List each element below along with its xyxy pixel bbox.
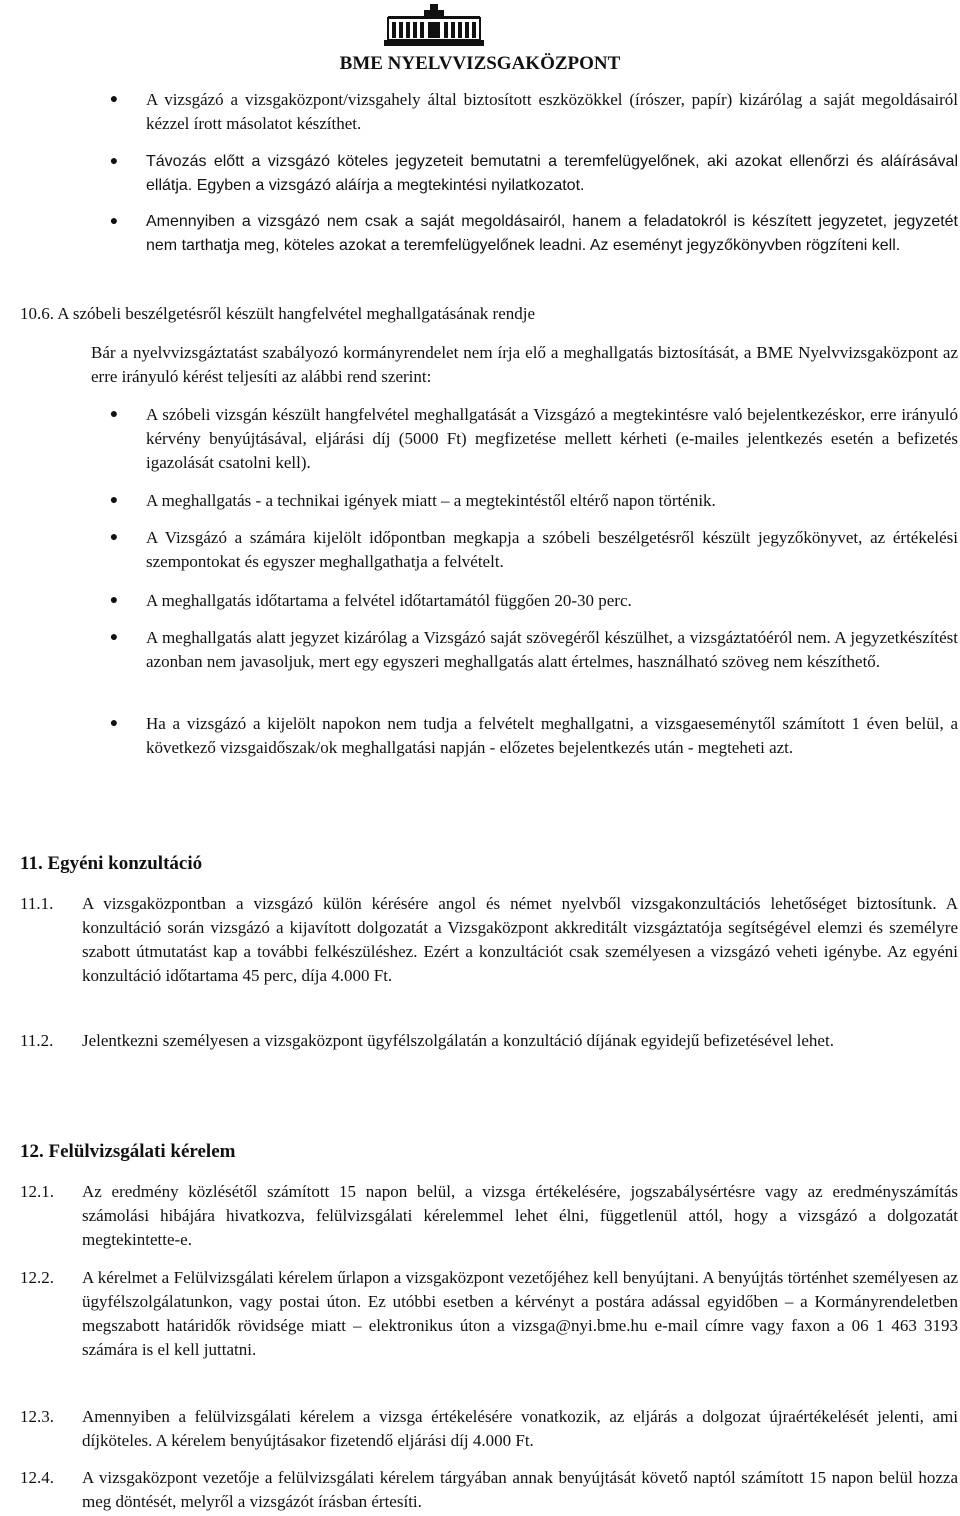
list-item-text: A szóbeli vizsgán készült hangfelvétel meghallgatását a Vizsgázó a megtekintésre való bejelentkezéskor, erre irányuló kérvény benyújtásával, eljárási díj (5000 Ft) megfizetése mellett kérheti (e-mailes jelentkezés esetén a befizetés igazolását csatolni kell).	[146, 405, 958, 472]
item-number: 12.2.	[20, 1268, 54, 1287]
item-text: A vizsgaközpontban a vizsgázó külön kérésére angol és német nyelvből vizsgakonzultációs lehetőséget biztosítunk. A konzultáció során vizsgázó a kijavított dolgozatát a Vizsgaközpont akkreditált vizsgáztatója segítségével elemzi és személyre szabott útmutatást kap a további felkészüléshez. Ezért a konzultációt csak személyesen a vizsgázó veheti igénybe. Az egyéni konzultáció időtartama 45 perc, díja 4.000 Ft.	[82, 894, 958, 985]
bullet-icon: ●	[109, 593, 119, 608]
section-heading-12: 12. Felülvizsgálati kérelem	[20, 1141, 236, 1162]
bullet-icon: ●	[109, 154, 119, 169]
item-text: A kérelmet a Felülvizsgálati kérelem űrlapon a vizsgaközpont vezetőjéhez kell benyújtani. A benyújtás történhet személyesen az ügyfélszolgálatunkon, vagy postai úton. Ez utóbbi esetben a kérvényt a postára adással egyidőben – a Kormányrendeletben megszabott határidők rövidsége miatt – elektronikus úton a vizsga@nyi.bme.hu e-mail címre vagy faxon a 06 1 463 3193 számára is el kell juttatni.	[82, 1268, 958, 1359]
list-item-text: A vizsgázó a vizsgaközpont/vizsgahely által biztosított eszközökkel (írószer, papír) kizárólag a saját megoldásairól kézzel írott másolatot készíthet.	[146, 90, 958, 133]
bullet-icon: ●	[109, 630, 119, 645]
bullet-icon: ●	[109, 493, 119, 508]
item-number: 12.1.	[20, 1182, 54, 1201]
list-item-text: A meghallgatás időtartama a felvétel időtartamától függően 20-30 perc.	[146, 591, 632, 610]
item-text: Az eredmény közlésétől számított 15 napon belül, a vizsga értékelésére, jogszabálysértésre vagy az eredményszámítás számolási hibájára hivatkozva, felülvizsgálati kérelemmel lehet élni, függetlenül attól, hogy a vizsgázó a dolgozatát megtekintette-e.	[82, 1182, 958, 1249]
bme-building-logo-icon	[384, 4, 484, 48]
item-number: 11.1.	[20, 894, 54, 913]
item-number: 11.2.	[20, 1031, 54, 1050]
item-text: Amennyiben a felülvizsgálati kérelem a vizsga értékelésére vonatkozik, az eljárás a dolgozat újraértékelését jelenti, ami díjköteles. A kérelem benyújtásakor fizetendő eljárási díj 4.000 Ft.	[82, 1407, 958, 1450]
bullet-icon: ●	[109, 92, 119, 107]
list-item-text: Távozás előtt a vizsgázó köteles jegyzeteit bemutatni a teremfelügyelőnek, aki azokat ellenőrzi és aláírásával ellátja. Egyben a vizsgázó aláírja a megtekintési nyilatkozatot.	[146, 153, 958, 194]
section-intro: Bár a nyelvvizsgáztatást szabályozó kormányrendelet nem írja elő a meghallgatás biztosítását, a BME Nyelvvizsgaközpont az erre irányuló kérést teljesíti az alábbi rend szerint:	[91, 343, 958, 386]
item-number: 12.4.	[20, 1468, 54, 1487]
list-item-text: A meghallgatás - a technikai igények miatt – a megtekintéstől eltérő napon történik.	[146, 491, 716, 510]
bullet-icon: ●	[109, 407, 119, 422]
bullet-icon: ●	[109, 214, 119, 229]
list-item-text: Ha a vizsgázó a kijelölt napokon nem tudja a felvételt meghallgatni, a vizsgaeseménytől számított 1 éven belül, a következő vizsgaidőszak/ok meghallgatási napján - előzetes bejelentkezés után - megteheti azt.	[146, 714, 958, 757]
item-text: Jelentkezni személyesen a vizsgaközpont ügyfélszolgálatán a konzultáció díjának egyidejű befizetésével lehet.	[82, 1031, 834, 1050]
section-heading-11: 11. Egyéni konzultáció	[20, 853, 203, 874]
bullet-icon: ●	[109, 530, 119, 545]
list-item-text: Amennyiben a vizsgázó nem csak a saját megoldásairól, hanem a feladatokról is készített jegyzetet, jegyzetét nem tarthatja meg, köteles azokat a teremfelügyelőnek leadni. Az eseményt jegyzőkönyvben rögzíteni kell.	[146, 213, 958, 254]
item-number: 12.3.	[20, 1407, 54, 1426]
list-item-text: A meghallgatás alatt jegyzet kizárólag a Vizsgázó saját szövegéről készülhet, a vizsgáztatóéról nem. A jegyzetkészítést azonban nem javasoljuk, mert egy egyszeri meghallgatás alatt értelmes, használható szöveg nem készíthető.	[146, 628, 958, 671]
item-text: A vizsgaközpont vezetője a felülvizsgálati kérelem tárgyában annak benyújtását követő naptól számított 15 napon belül hozza meg döntését, melyről a vizsgázót írásban értesíti.	[82, 1468, 958, 1511]
section-heading-10-6: 10.6. A szóbeli beszélgetésről készült hangfelvétel meghallgatásának rendje	[20, 304, 536, 323]
list-item-text: A Vizsgázó a számára kijelölt időpontban megkapja a szóbeli beszélgetésről készült jegyzőkönyvet, az értékelési szempontokat és egyszer meghallgathatja a felvételt.	[146, 528, 958, 571]
header-title: BME NYELVVIZSGAKÖZPONT	[339, 53, 621, 74]
bullet-icon: ●	[109, 716, 119, 731]
